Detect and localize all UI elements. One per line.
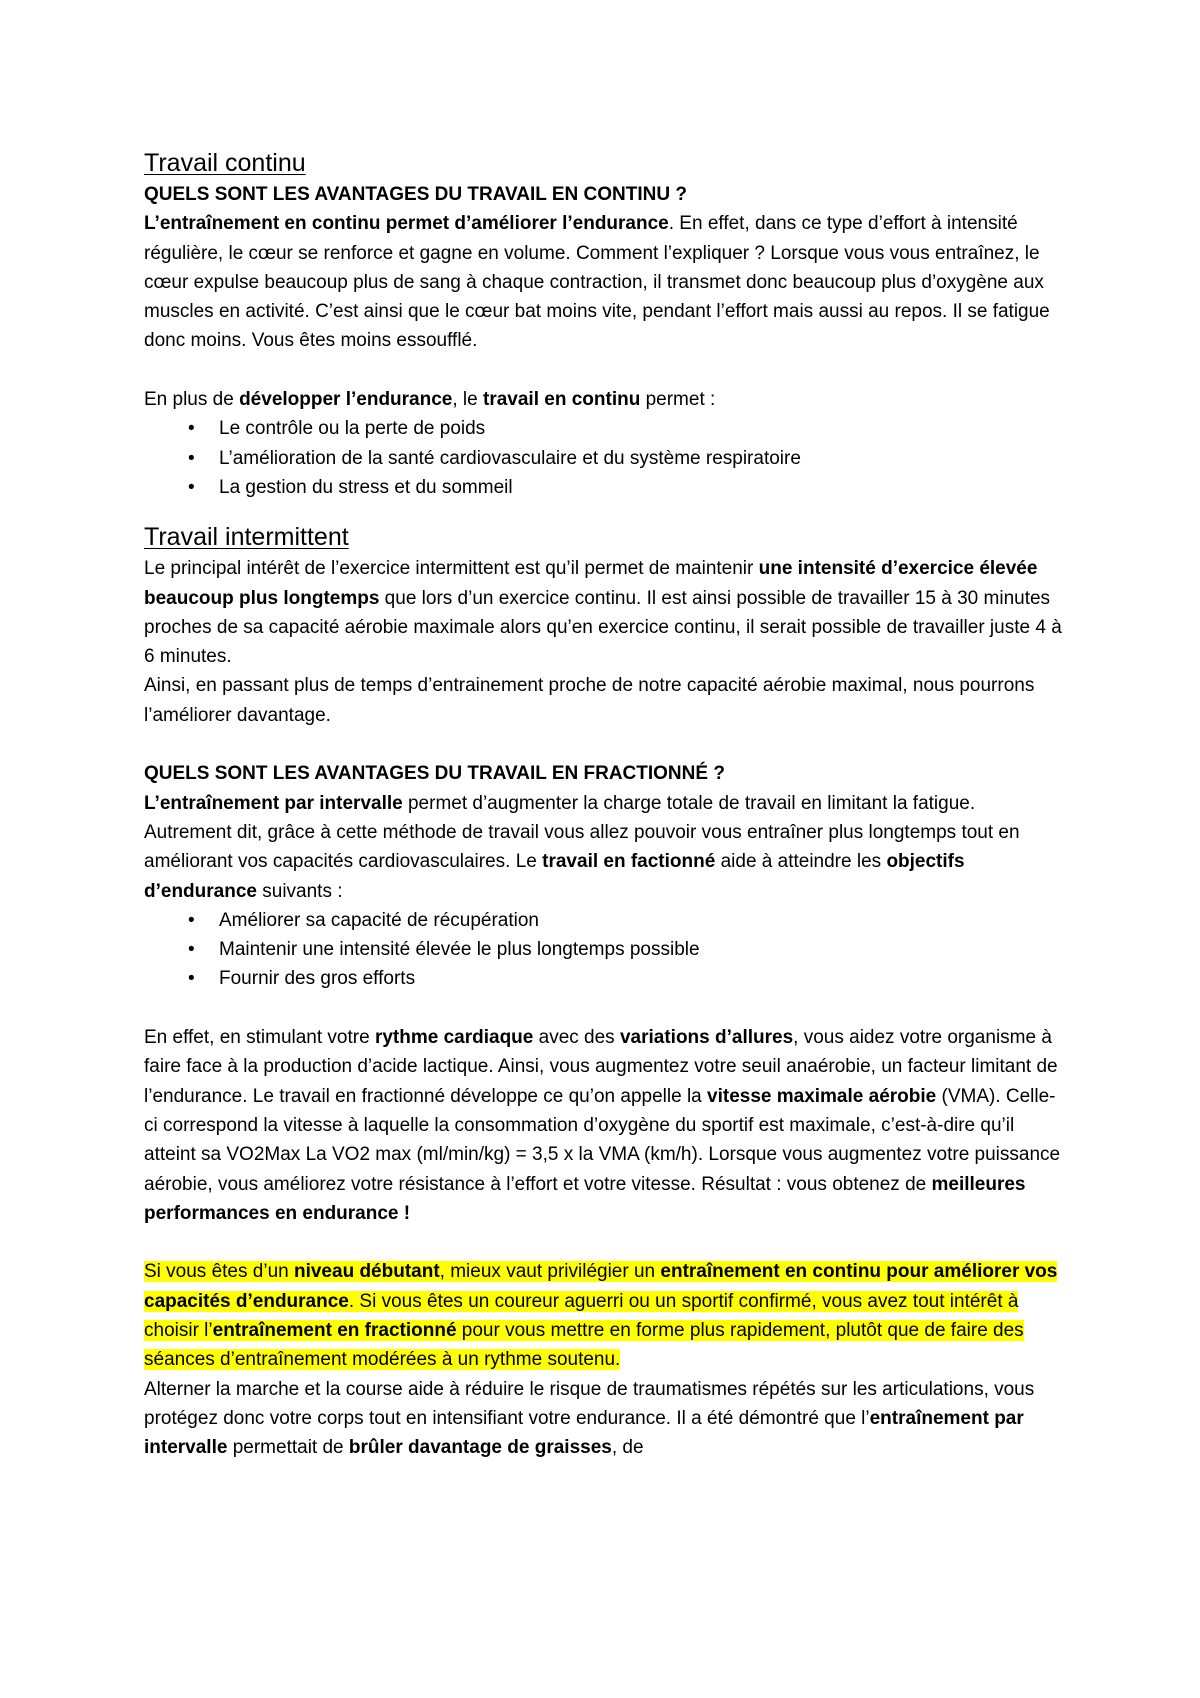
list-item: • Maintenir une intensité élevée le plus longtemps possible [144,935,1064,964]
heading-avantages-continu: QUELS SONT LES AVANTAGES DU TRAVAIL EN CONTINU ? [144,184,687,205]
text-run: , mieux vaut privilégier un [439,1261,661,1283]
text-run: . Si vous êtes un coureur aguerri ou un sportif confirmé, vous avez tout intérêt à choisir l’ [144,1290,1019,1341]
paragraph-fractionne-intervalle [144,789,1064,906]
bullet-icon: • [188,476,195,498]
text-run: , le [452,389,483,411]
text-run: pour vous mettre en forme plus rapidement, plutôt que de faire des séances d’entraînement modérées à un rythme soutenu. [144,1319,1024,1371]
text-run: travail en continu [483,389,641,411]
text-run: (VMA). Celle-ci correspond la vitesse à laquelle la consommation d’oxygène du sportif est maximale, c’est-à-dire qu’il atteint sa VO2Max La VO2 max (ml/min/kg) = 3,5 x la VMA (km/h). Lorsque vous augmentez votre puissance aérobie, vous améliorez votre résistance à l’effort et votre vitesse. Résultat : vous obtenez de [144,1085,1061,1195]
paragraph-highlighted-conseil [144,1257,1064,1374]
text-run: . En effet, dans ce type d’effort à intensité régulière, le cœur se renforce et gagne en volume. Comment l’expliquer ? Lorsque vous vous entraînez, le cœur expulse beaucoup plus de sang à chaque contraction, il transmet donc beaucoup plus d’oxygène aux muscles en activité. C’est ainsi que le cœur bat moins vite, pendant l’effort mais aussi au repos. Il se fatigue donc moins. Vous êtes moins essoufflé. [144,213,1050,352]
text-run: Si vous êtes d’un [144,1261,294,1283]
bullet-icon: • [188,909,195,931]
text-run: entraînement en continu pour améliorer vos capacités d’endurance [144,1261,1058,1312]
text-run: L’entraînement par intervalle [144,792,403,814]
text-run: En effet, en stimulant votre [144,1027,375,1049]
text-run: Le principal intérêt de l’exercice intermittent est qu’il permet de maintenir [144,558,759,580]
text-run: développer l’endurance [239,389,453,411]
paragraph-continu-endurance [144,209,1064,355]
paragraph-vma [144,1023,1064,1228]
bullet-icon: • [188,939,195,961]
text-run: Alterner la marche et la course aide à réduire le risque de traumatismes répétés sur les articulations, vous protégez donc votre corps tout en intensifiant votre endurance. Il a été démontré que l’ [144,1378,1035,1429]
section-title-travail-continu: Travail continu [144,149,306,177]
text-run: entraînement par intervalle [144,1407,1024,1459]
paragraph-continu-permet [144,385,1064,414]
text-run: , vous aidez votre organisme à faire face à la production d’acide lactique. Ainsi, vous augmentez votre seuil anaérobie, un facteur limitant de l’endurance. Le travail en fractionné développe ce qu’on appelle la [144,1027,1058,1107]
bullet-icon: • [188,447,195,469]
text-run: brûler davantage de graisses [348,1437,612,1459]
bullet-icon: • [188,418,195,440]
text-run: permet : [640,389,716,411]
list-item: • Améliorer sa capacité de récupération [144,906,1064,935]
paragraph-intermittent-ainsi: Ainsi, en passant plus de temps d’entrainement proche de notre capacité aérobie maximal, nous pourrons l’améliorer davantage. [144,675,1035,726]
text-run: vitesse maximale aérobie [707,1085,937,1107]
text-run: avec des [533,1027,620,1049]
list-item: • L’amélioration de la santé cardiovasculaire et du système respiratoire [144,444,1064,473]
bullet-icon: • [188,968,195,990]
text-run: une intensité d’exercice élevée beaucoup plus longtemps [144,558,1038,609]
text-run: entraînement en fractionné [212,1319,457,1341]
text-run: objectifs d’endurance [144,851,965,902]
list-item: • Fournir des gros efforts [144,964,1064,993]
text-run: rythme cardiaque [374,1027,534,1049]
section-title-travail-intermittent: Travail intermittent [144,523,349,552]
bullet-list-fractionne [144,906,1064,994]
bullet-list-continu [144,414,1064,502]
text-run: L’entraînement en continu permet d’améliorer l’endurance [144,213,669,235]
paragraph-alterner [144,1375,1064,1463]
text-run: meilleures performances en endurance ! [144,1173,1026,1224]
list-item: • Le contrôle ou la perte de poids [144,414,1064,443]
heading-avantages-fractionne: QUELS SONT LES AVANTAGES DU TRAVAIL EN FRACTIONNÉ ? [144,763,725,785]
text-run: permet d’augmenter la charge totale de travail en limitant la fatigue. Autrement dit, grâce à cette méthode de travail vous allez pouvoir vous entraîner plus longtemps tout en améliorant vos capacités cardiovasculaires. Le [144,792,1020,873]
text-run: permettait de [227,1437,349,1459]
text-run: En plus de [144,389,240,411]
text-run: , de [611,1437,644,1459]
text-run: aide à atteindre les [715,851,887,873]
document-body [144,146,1064,1462]
text-run: suivants : [256,880,343,902]
list-item: • La gestion du stress et du sommeil [144,473,1064,502]
text-run: variations d’allures [619,1027,794,1049]
text-run: que lors d’un exercice continu. Il est ainsi possible de travailler 15 à 30 minutes proches de sa capacité aérobie maximale alors qu’en exercice continu, il serait possible de travailler juste 4 à 6 minutes. [144,587,1062,668]
text-run: travail en factionné [542,851,716,873]
paragraph-intermittent-interet [144,554,1064,671]
text-run: niveau débutant [293,1261,440,1283]
